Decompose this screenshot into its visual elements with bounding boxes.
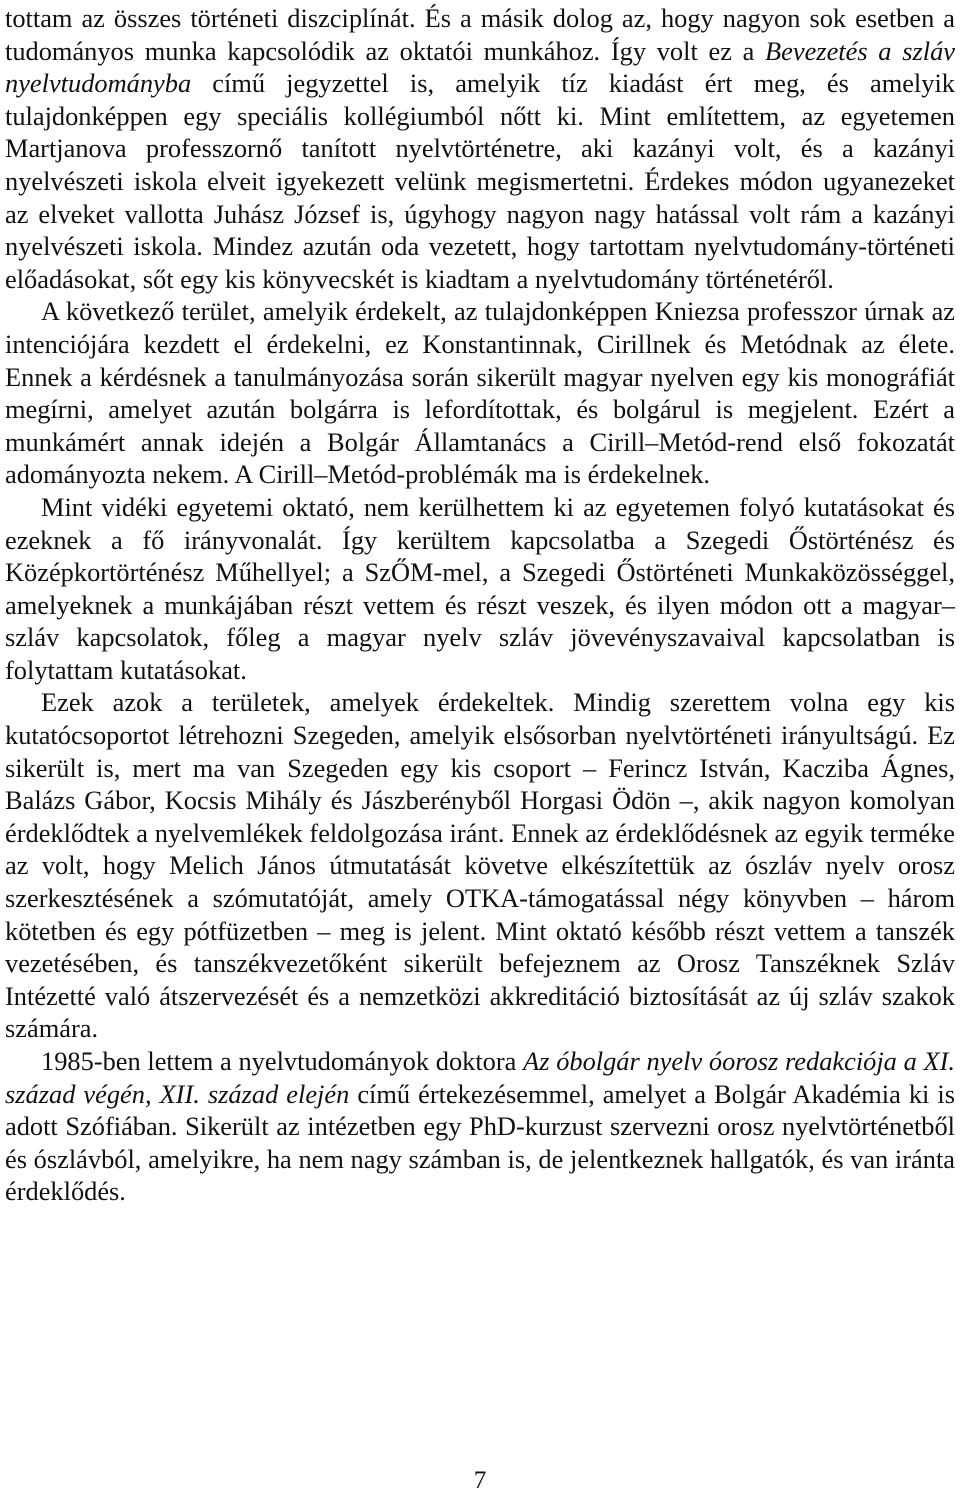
text-run: A következő terület, amelyik érdekelt, az tulajdonképpen Kniezsa professzor úrnak az intenciójára kezdett el érdekelni, ez Konstantinnak, Cirillnek és Metódnak az élete. Ennek a kérdésnek a tanulmányozása során sikerült magyar nyelven egy kis monográfiát megírni, amelyet azután bolgárra is lefordítottak, és bolgárul is megjelent. Ezért a munkámért annak idején a Bolgár Államtanács a Cirill–Metód-rend első fokozatát adományozta nekem. A Cirill–Metód-problémák ma is érdekelnek. [5,296,955,490]
paragraph [5,2,955,295]
italic-title: Az óbolgár nyelv óorosz redakciója a XI. század végén, XII. század elején [5,1046,956,1109]
body-text [5,2,955,1208]
paragraph [5,1045,955,1208]
text-run: 1985-ben lettem a nyelvtudományok doktora [41,1046,524,1076]
text-run: tottam az összes történeti diszciplínát. És a másik dolog az, hogy nagyon sok esetben a tudományos munka kapcsolódik az oktatói munkához. Így volt ez a [5,3,955,66]
paragraph [5,491,955,687]
text-run: Ezek azok a területek, amelyek érdekeltek. Mindig szerettem volna egy kis kutatócsoportot létrehozni Szegeden, amelyik elsősorban nyelvtörténeti irányultságú. Ez sikerült is, mert ma van Szegeden egy kis csoport – Ferincz István, Kacziba Ágnes, Balázs Gábor, Kocsis Mihály és Jászberényből Horgasi Ödön –, akik nagyon komolyan érdeklődtek a nyelvemlékek feldolgozása iránt. Ennek az érdeklődésnek az egyik terméke az volt, hogy Melich János útmutatását követve elkészítettük az ószláv nyelv orosz szerkesztésének a szómutatóját, amely OTKA-támogatással négy könyvben – három kötetben és egy pótfüzetben – meg is jelent. Mint oktató később részt vettem a tanszék vezetésében, és tanszékvezetőként sikerült befejeznem az Orosz Tanszéknek Szláv Intézetté való átszervezését és a nemzetközi akkreditáció biztosítását az új szláv szakok számára. [5,687,955,1044]
paragraph [5,686,955,1045]
text-run: Mint vidéki egyetemi oktató, nem kerülhettem ki az egyetemen folyó kutatásokat és ezeknek a fő irányvonalát. Így kerültem kapcsolatba a Szegedi Őstörténész és Középkortörténész Műhellyel; a SzŐM-mel, a Szegedi Őstörténeti Munkaközösséggel, amelyeknek a munkájában részt vettem és részt veszek, és ilyen módon ott a magyar–szláv kapcsolatok, főleg a magyar nyelv szláv jövevényszavaival kapcsolatban is folytattam kutatásokat. [5,491,955,685]
text-run: című jegyzettel is, amelyik tíz kiadást ért meg, és amelyik tulajdonképpen egy speciális kollégiumból nőtt ki. Mint említettem, az egyetemen Martjanova professzornő tanított nyelvtörténetre, aki kazányi volt, és a kazányi nyelvészeti iskola elveit igyekezett velünk megismertetni. Érdekes módon ugyanezeket az elveket vallotta Juhász József is, úgyhogy nagyon nagy hatással volt rám a kazányi nyelvészeti iskola. Mindez azután oda vezetett, hogy tartottam nyelvtudomány-történeti előadásokat, sőt egy kis könyvecskét is kiadtam a nyelvtudomány történetéről. [5,68,955,294]
paragraph [5,295,955,491]
page-number: 7 [473,1467,487,1494]
italic-title: Bevezetés a szláv nyelvtudományba [5,35,955,99]
text-run: című értekezésemmel, amelyet a Bolgár Akadémia ki is adott Szófiában. Sikerült az intézetben egy PhD-kurzust szervezni orosz nyelvtörténetből és ószlávból, amelyikre, ha nem nagy számban is, de jelentkeznek hallgatók, és van iránta érdeklődés. [5,1078,956,1207]
